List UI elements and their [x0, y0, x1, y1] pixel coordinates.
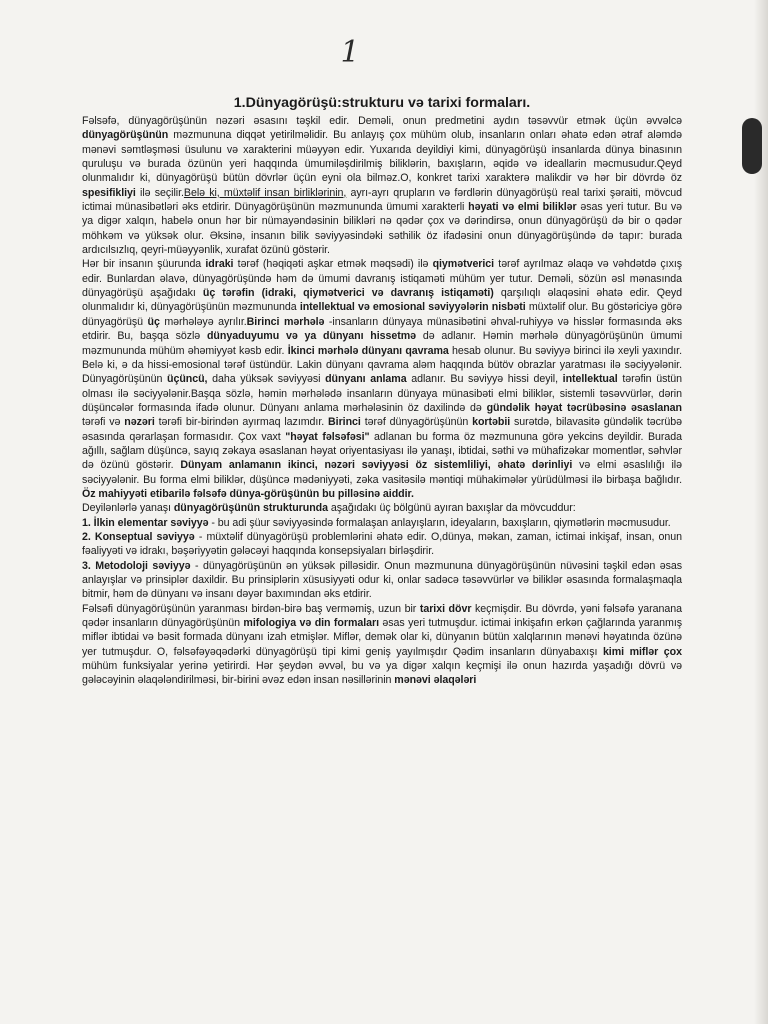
bold-run: spesifikliyi: [82, 186, 136, 199]
bold-run: dünyanı anlama: [325, 373, 407, 386]
bold-run: həyati və elmi biliklər: [468, 201, 577, 214]
text-run: tərəf (həqiqəti aşkar etmək məqsədi) ilə: [233, 258, 433, 271]
text-run: aşağıdakı üç bölgünü ayıran baxışlar da mövcuddur:: [327, 502, 576, 515]
list-item-body: - bu adi şüur səviyyəsində formalaşan anlayışların, ideyaların, baxışların, qiymətlərin məcmusudur.: [208, 516, 671, 529]
text-run: daha yüksək səviyyəsi: [207, 373, 326, 386]
bold-run: mənəvi əlaqələri: [394, 674, 477, 687]
text-run: adlanan bu forma öz məzmununa görə yekcins deyildir. Burada ağıllı, sağlam düşüncə, sayıq zəkaya əsaslanan həyat oriyentasiyası ilə yanaşı, ibtidai, səthi və mühafizəkar momentlər, səhvlər də özünü göstərir.: [82, 430, 682, 472]
list-item-heading: 2. Konseptual səviyyə: [82, 530, 195, 543]
bold-run: Öz mahiyyəti etibarilə fəlsəfə dünya-görüşünün bu pilləsinə aiddir.: [82, 487, 414, 500]
document-title: 1.Dünyagörüşü:strukturu və tarixi formaları.: [233, 95, 531, 111]
text-run: adlanır. Bu səviyyə hissi deyil,: [406, 373, 563, 386]
text-run: mərhələyə ayrılır.: [159, 315, 247, 328]
list-item-text: [82, 530, 682, 559]
paragraph-3: [82, 501, 682, 515]
text-run: Fəlsəfə, dünyagörüşünün nəzəri əsasını təşkil edir. Deməli, onun predmetini aydın təsəvvür etmək üçün əvvəlcə: [82, 115, 682, 127]
text-run: ilə seçilir.: [135, 186, 184, 199]
text-run: keçmişdir. Bu dövrdə, yəni fəlsəfə yaranana qədər insanların dünyagörüşünün: [82, 602, 682, 630]
list-item-heading: 1. İlkin elementar səviyyə: [82, 516, 209, 529]
bold-run: "həyat fəlsəfəsi": [285, 430, 370, 443]
text-run: də adlanır. Həmin mərhələ dünyagörüşünün ümumi məzmununda mühüm əhəmiyyət kəsb edir.: [82, 330, 683, 357]
list-item-text: [82, 559, 682, 602]
bold-run: dünyagörüşünün: [82, 129, 169, 142]
list-item: [82, 516, 682, 530]
bold-run: mifologiya və din formaları: [243, 617, 379, 630]
list-item-text: [82, 516, 682, 530]
text-run: hesab olunur. Bu səviyyə birinci ilə xeyli yaxındır. Belə ki, ə da hissi-emosional tərəf üstündür. Lakin dünyanı qavrama aləm haqqında bütöv obrazlar yaratması ilə səciyyələnir. Dünyagörüşünün: [82, 344, 682, 386]
paragraph-4: [82, 602, 682, 688]
bold-run: qiymətverici: [432, 258, 495, 271]
text-run: əsas yeri tutur. Bu və ya digər xalqın, habelə onun hər bir nümayəndəsinin bilikləri nə qədər çox və dərindirsə, onun dünyagörüşü də bir o qədər möhkəm və yüksək olur. Əksinə, insanın bilik səviyyəsindəki səthilik öz ifadəsini onun dünyagörüşündə də tapır: burada ardıcılsızlıq, qeyri-müəyyənlik, xurafat özünü göstərir.: [82, 201, 682, 257]
text-run: Hər bir insanın şüurunda: [82, 258, 206, 271]
text-run: tərəfin üstün olması ilə səciyyələnir.Başqa sözlə, həmin mərhələdə insanların dünyaya münasibəti elmi biliklər, sistemli təsəvvürlər, dərin düşüncələr formasında ifadə olunur. Dünyanı anlama mərhələsinin öz daxilində də: [82, 373, 682, 414]
text-run: tərəf ayrılmaz əlaqə və vəhdətdə çıxış edir. Bunlardan əlavə, dünyagörüşündə həm də ümumi davranış istiqaməti mühüm yer tutur. Deməli, sözün əsl mənasında dünyagörüşü aşağıdakı: [82, 258, 683, 300]
text-run: tərəfi bir-birindən ayırmaq lazımdır.: [154, 416, 329, 429]
list-item: [82, 559, 682, 602]
text-run: tərəfi və: [82, 416, 125, 429]
text-run: qarşılıqlı əlaqəsini əhatə edir. Qeyd olunmalıdır ki, dünyagörüşünün məzmununda: [82, 287, 682, 314]
bold-run: Dünyam anlamanın ikinci, nəzəri səviyyəsi öz sistemliliyi, əhatə dərinliyi: [180, 459, 573, 472]
text-run: -insanların dünyaya münasibətini əhval-ruhiyyə və hisslər formasında əks etdirir. Bu, başqa sözlə: [82, 315, 682, 343]
bold-run: dünyagörüşünün strukturunda: [173, 502, 328, 515]
bold-run: üç tərəfin (idraki, qiymətverici və davranış istiqaməti): [202, 287, 494, 300]
bold-run: Birinci mərhələ: [246, 315, 325, 328]
text-run: mühüm funksiyalar yerinə yetirirdi. Hər şeydən əvvəl, bu və ya digər xalqın keçmişi ilə onun hazırda yaşadığı dövrü və gələcəyinin əlaqələndirilməsi, bir-birini əvəz edən insan nəsillərinin: [82, 660, 682, 687]
list-item-heading: 3. Metodoloji səviyyə: [82, 559, 191, 572]
underlined-run: Belə ki, müxtəlif insan birliklərinin,: [183, 186, 347, 199]
paragraph-2: [82, 257, 682, 501]
bold-run: kortəbii: [472, 416, 511, 429]
text-run: surətdə, bilavasitə gündəlik təcrübə əsasında qərarlaşan formasıdır. Çox vaxt: [82, 416, 682, 443]
bold-run: idraki: [205, 258, 234, 271]
bold-run: intellektual: [562, 373, 618, 386]
page-number: 1: [340, 35, 360, 70]
text-run: Deyilənlərlə yanaşı: [82, 502, 174, 515]
bold-run: gündəlik həyat təcrübəsinə əsaslanan: [486, 401, 682, 414]
bold-run: dünyaduyumu və ya dünyanı hissetmə: [206, 330, 417, 343]
list-item-body: - dünyagörüşünün ən yüksək pilləsidir. Onun məzmununa dünyagörüşünün nüvəsini təşkil edən əsas anlayışlar və prinsiplər daxildir. Bu prinsiplərin xüsusiyyəti odur ki, onlar sadəcə təsəvvürlər və biliklər əsasında formalaşmaqla bitmir, həm də dünyanı və insanı dəyər baxımından əks etdirir.: [82, 559, 682, 601]
text-run: məzmununa diqqət yetirilməlidir. Bu anlayış çox mühüm olub, insanların onları əhatə edən ətraf aləmdə mənəvi səmtləşməsi üsulunu və xarakterini müəyyən edir. Yuxarıda deyildiyi kimi, dünyagörüşü insanlarda dünya binasının quruluşu və burada özünün yeri haqqında ümumiləşdirilmiş biliklərin, baxışların, əqidə və ideallarin məcmusudur.Qeyd olunmalıdır ki, dünyagörüşü bütün dövrlər üçün eyni ola bilməz.O, konkret tarixi xarakterə malikdir və hər bir dövrdə öz: [82, 129, 682, 185]
text-run: və elmi əsaslılığı ilə səciyyələnir. Bu forma elmi biliklər, düşüncə mədəniyyəti, zəka vasitəsilə məntiqi mühakimələr yürüdülməsi ilə birbaşa bağlıdır.: [82, 459, 682, 486]
text-run: ayrı-ayrı qrupların və fərdlərin dünyagörüşü real tarixi şəraiti, mövcud ictimai münasibətləri əks etdirir. Dünyagörüşünün məzmununda ümumi xarakterli: [82, 186, 682, 214]
document-body: [82, 94, 682, 688]
bold-run: üçüncü,: [167, 373, 208, 386]
bold-run: Birinci: [328, 416, 361, 429]
bold-run: kimi miflər çox: [602, 645, 682, 658]
paragraph-1: [82, 114, 682, 257]
binder-hole: [742, 118, 762, 174]
text-run: Fəlsəfi dünyagörüşünün yaranması birdən-birə baş verməmiş, uzun bir: [82, 602, 420, 615]
bold-run: intellektual və emosional səviyyələrin nisbəti: [299, 301, 526, 314]
text-run: əsas yeri tutmuşdur. ictimai inkişafın erkən çağlarında yaranmış miflər ibtidai və bəsit formada dünyanı izah etmişlər. Miflər, demək olar ki, dünyanın bütün xalqlarının mənəvi həyatında özünə yer tutmuşdur. O, fəlsəfəyəqədərki dünyagörüşü tipi kimi geniş yayılmışdır Qədim insanların dünyabaxışı: [82, 617, 682, 658]
list-item: [82, 530, 682, 559]
bold-run: nəzəri: [124, 416, 155, 429]
text-run: tərəf dünyagörüşünün: [360, 416, 473, 429]
bold-run: İkinci mərhələ dünyanı qavrama: [287, 344, 449, 357]
text-run: müxtəlif olur. Bu göstəriciyə görə dünyagörüşü: [82, 301, 682, 328]
bold-run: üç: [147, 315, 160, 328]
list-item-body: - müxtəlif dünyagörüşü problemlərini əhatə edir. O,dünya, məkan, zaman, ictimai inkişaf, insan, onun fəaliyyəti və idrakı, bəşəriyyətin gələcəyi haqqında konsepsiyaları birləşdirir.: [82, 530, 683, 558]
bold-run: tarixi dövr: [419, 602, 472, 615]
